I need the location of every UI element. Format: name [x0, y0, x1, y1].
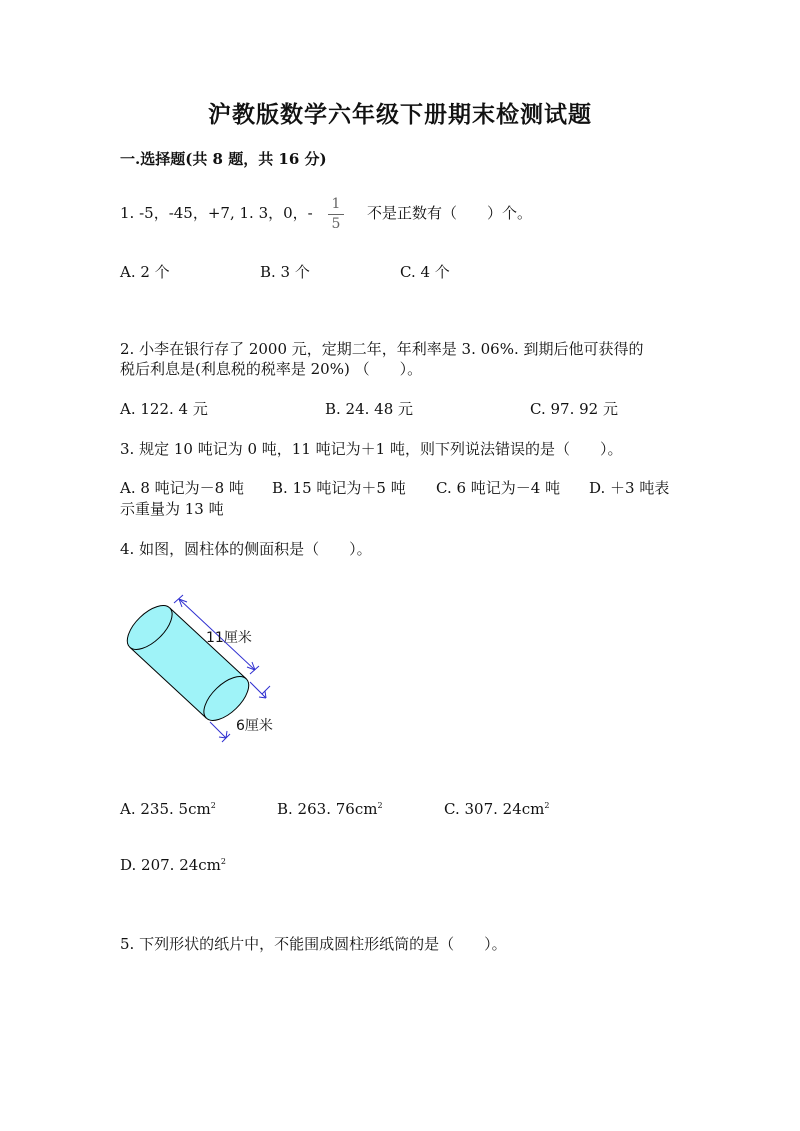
fraction-numerator: 1 [331, 196, 341, 212]
q4-option-c [444, 800, 549, 818]
q5-stem: 5. 下列形状的纸片中，不能围成圆柱形纸筒的是（ ）。 [120, 935, 507, 953]
q4-option-c-text: C. 307. 24cm [444, 800, 545, 818]
q1-stem-end: 不是正数有（ ）个。 [367, 204, 533, 222]
q2-option-a: A. 122. 4 元 [120, 400, 208, 418]
diameter-line-upper [250, 682, 266, 698]
q4-option-d [120, 856, 226, 874]
q4-option-b-text: B. 263. 76cm [277, 800, 378, 818]
q4-option-d-sup: 2 [220, 857, 226, 866]
q3-option-d: D. ＋3 吨表 [589, 479, 670, 497]
q4-option-b [277, 800, 383, 818]
q4-option-a-text: A. 235. 5cm [120, 800, 211, 818]
q3-option-c: C. 6 吨记为－4 吨 [436, 479, 561, 497]
q4-option-a [120, 800, 216, 818]
q3-stem: 3. 规定 10 吨记为 0 吨，11 吨记为＋1 吨，则下列说法错误的是（ ）。 [120, 440, 623, 458]
q4-option-c-sup: 2 [544, 801, 550, 810]
q1-fraction [328, 196, 344, 233]
q1-stem-start: 1. -5，-45，+7, 1. 3，0，- [120, 204, 313, 222]
q2-stem-line1: 2. 小李在银行存了 2000 元，定期二年，年利率是 3. 06%. 到期后他可获得的 [120, 340, 644, 358]
q1-option-c: C. 4 个 [400, 263, 450, 281]
fraction-denominator: 5 [331, 216, 341, 232]
q3-option-d-continued: 示重量为 13 吨 [120, 500, 224, 518]
q3-option-a: A. 8 吨记为－8 吨 [120, 479, 244, 497]
q4-option-b-sup: 2 [377, 801, 383, 810]
diameter-label: 6厘米 [236, 718, 273, 734]
page-title: 沪教版数学六年级下册期末检测试题 [208, 101, 592, 128]
q2-option-b: B. 24. 48 元 [325, 400, 414, 418]
diameter-line-lower [210, 722, 226, 738]
length-label: 11厘米 [206, 630, 252, 646]
q4-option-d-text: D. 207. 24cm [120, 856, 221, 874]
q4-stem: 4. 如图，圆柱体的侧面积是（ ）。 [120, 540, 372, 558]
q2-option-c: C. 97. 92 元 [530, 400, 618, 418]
q4-option-a-sup: 2 [210, 801, 216, 810]
q1-option-a: A. 2 个 [120, 263, 170, 281]
cylinder-figure [118, 592, 298, 752]
section-heading: 一.选择题(共 8 题，共 16 分) [120, 150, 327, 168]
q1-option-b: B. 3 个 [260, 263, 310, 281]
q2-stem-line2: 税后利息是(利息税的税率是 20%) （ ）。 [120, 360, 423, 378]
fraction-bar [328, 214, 344, 215]
q3-option-b: B. 15 吨记为＋5 吨 [272, 479, 406, 497]
